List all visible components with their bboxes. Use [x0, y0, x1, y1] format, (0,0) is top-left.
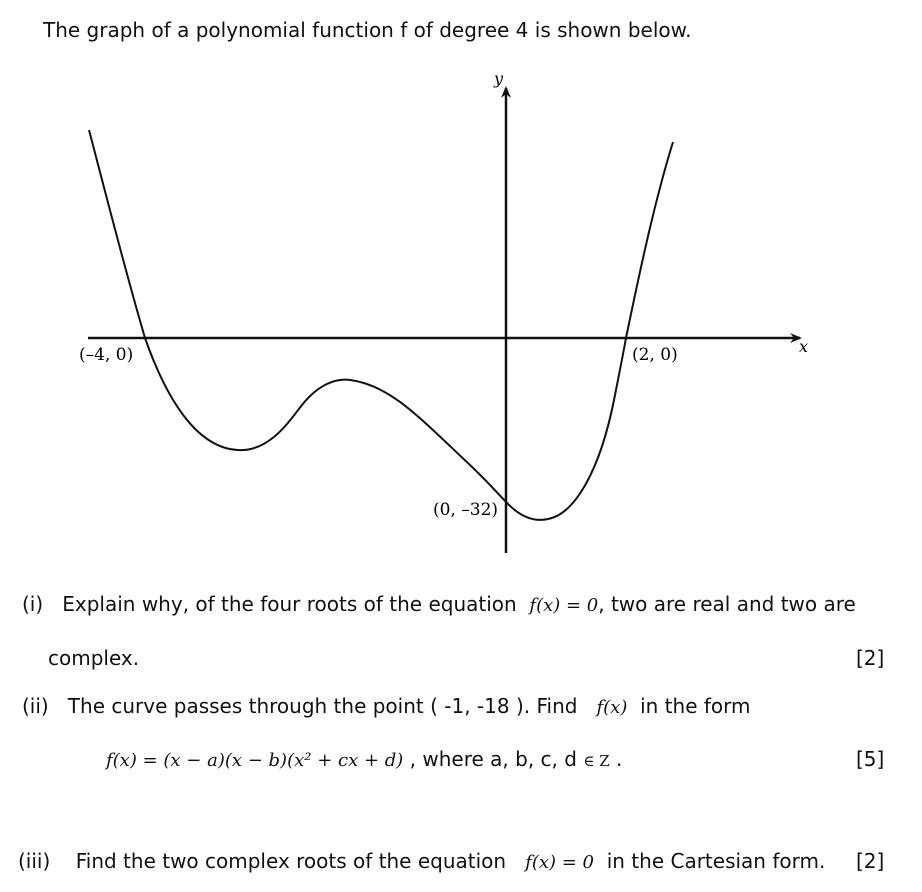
question-i-marks: [2] [856, 646, 885, 670]
question-ii-formula-after: , where a, b, c, d [409, 747, 577, 771]
question-ii-formula-line [106, 747, 622, 771]
question-ii-marks: [5] [856, 747, 885, 771]
question-ii-text-after: in the form [640, 694, 751, 718]
y-intercept-label: (0, –32) [433, 500, 499, 520]
question-iii-marks: [2] [856, 849, 885, 873]
question-i-text-before: Explain why, of the four roots of the equation [62, 592, 517, 616]
question-ii-number: (ii) [22, 694, 49, 718]
question-i-text-after: , two are real and two are [598, 592, 856, 616]
root-label-right: (2, 0) [632, 345, 678, 365]
polynomial-curve [89, 130, 673, 520]
question-intro: The graph of a polynomial function f of degree 4 is shown below. [43, 18, 692, 42]
question-iii-line [18, 849, 825, 873]
question-ii-math: f(x) [596, 697, 628, 718]
question-ii-set-after: . [615, 747, 623, 771]
question-ii-text-before: The curve passes through the point ( -1, -18 ). Find [67, 694, 578, 718]
question-ii-formula: f(x) = (x − a)(x − b)(x² + cx + d) [106, 750, 404, 771]
question-iii-number: (iii) [18, 849, 51, 873]
x-axis-label: x [799, 337, 809, 356]
question-i-math: f(x) = 0 [529, 595, 599, 616]
question-iii-text-before: Find the two complex roots of the equation [75, 849, 507, 873]
question-i-number: (i) [22, 592, 44, 616]
y-axis-label: y [494, 69, 504, 88]
question-ii-line1 [22, 694, 751, 718]
question-i-line1 [22, 592, 856, 616]
question-i-line2: complex. [48, 646, 140, 670]
question-iii-text-after: in the Cartesian form. [606, 849, 826, 873]
question-ii-set-symbol: ∈ Z [583, 752, 610, 770]
question-iii-math: f(x) = 0 [525, 852, 594, 873]
root-label-left: (–4, 0) [79, 345, 134, 365]
